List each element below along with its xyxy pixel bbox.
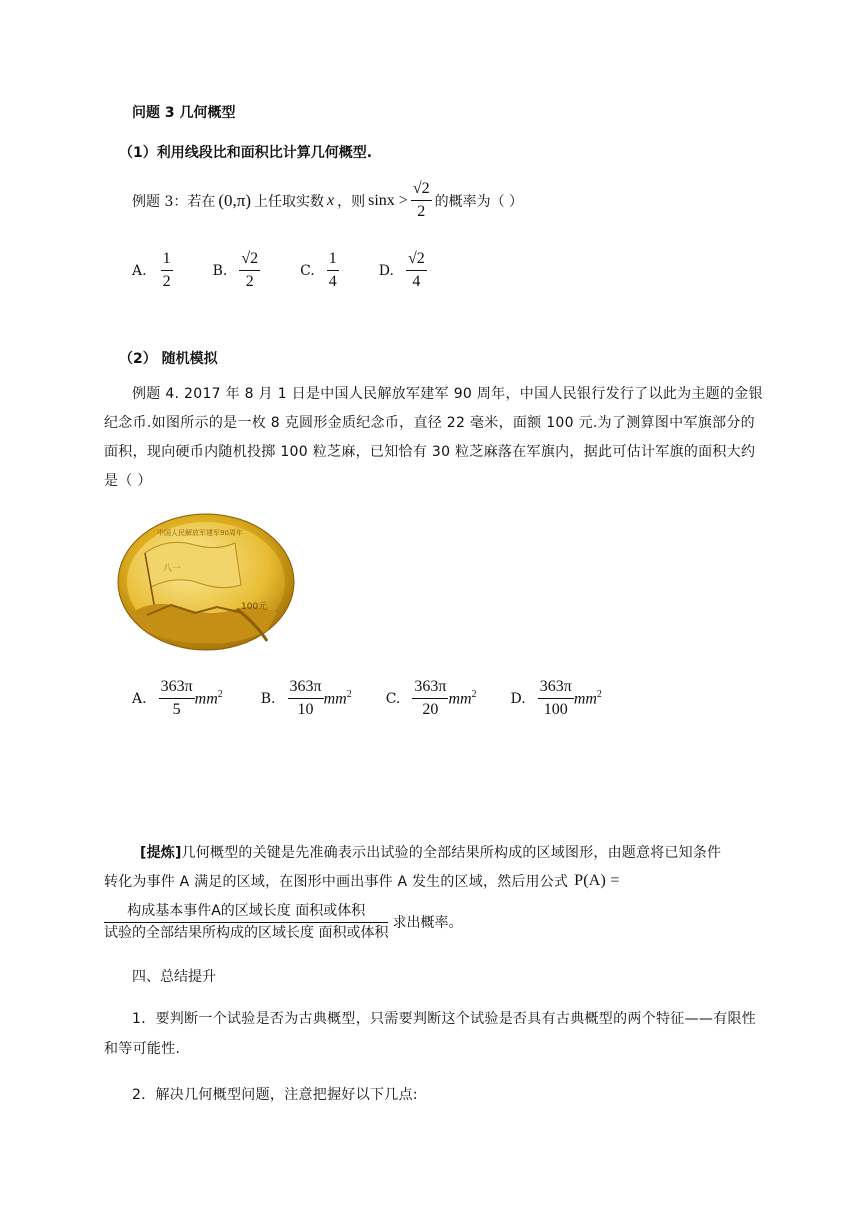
- option-4a-unit-power: 2: [217, 689, 223, 701]
- example-3-interval: (0,π): [218, 190, 252, 210]
- summary-probability-formula: [104, 903, 462, 941]
- option-d-fraction: [406, 250, 427, 292]
- example-3-options: [132, 250, 427, 292]
- summary-tag: [提炼]: [140, 845, 182, 861]
- option-a-denominator: 2: [162, 273, 171, 291]
- option-c-label: C.: [300, 262, 315, 279]
- option-4a-unit-text: mm: [194, 690, 218, 708]
- option-4a-denominator: 5: [172, 701, 181, 719]
- summary-fraction-suffix: 求出概率。: [392, 915, 463, 932]
- option-4a-fraction: [159, 678, 195, 720]
- option-4b-unit-power: 2: [346, 689, 352, 701]
- option-b-fraction: [239, 250, 260, 292]
- option-b-numerator: √2: [239, 250, 260, 271]
- conclusion-heading: 四、总结提升: [132, 969, 216, 985]
- conclusion-item-2: 2．解决几何概型问题，注意把握好以下几点:: [132, 1087, 418, 1103]
- coin-rim-text: 中国人民解放军建军90周年: [157, 529, 243, 537]
- option-a-fraction: [161, 250, 173, 292]
- option-4c-label: C.: [385, 690, 401, 707]
- summary-fraction-denominator: 试验的全部结果所构成的区域长度 面积或体积: [104, 925, 389, 942]
- option-4b-numerator: 363π: [288, 678, 324, 699]
- option-4c-fraction: [412, 678, 448, 720]
- option-4b-denominator: 10: [297, 701, 314, 719]
- summary-line-2: [104, 871, 620, 891]
- example-3-middle: 上任取实数: [254, 193, 325, 210]
- option-4d-label: D.: [510, 690, 526, 707]
- option-4b-unit-text: mm: [323, 690, 347, 708]
- option-d-denominator: 4: [412, 273, 421, 291]
- option-4c-unit: [448, 689, 476, 708]
- option-4b-unit: [324, 689, 352, 708]
- option-4c-denominator: 20: [422, 701, 439, 719]
- summary-formula: P(A) =: [574, 872, 620, 889]
- example-3-inequality: sinx >: [368, 191, 408, 209]
- subsection-1-heading: （1）利用线段比和面积比计算几何概型.: [119, 145, 373, 161]
- subsection-2-heading: （2） 随机模拟: [119, 351, 218, 367]
- option-b-denominator: 2: [245, 273, 254, 291]
- option-c-fraction: [327, 250, 339, 292]
- option-4d-numerator: 363π: [538, 678, 574, 699]
- option-4d-fraction: [538, 678, 574, 720]
- summary-line-1: [140, 842, 721, 862]
- option-4a-numerator: 363π: [159, 678, 195, 699]
- option-4c-unit-text: mm: [448, 690, 472, 708]
- coin-value: 100元: [241, 602, 268, 612]
- summary-fraction-numerator: 构成基本事件A的区域长度 面积或体积: [104, 903, 388, 923]
- example-3-prefix: 例题 3：若在: [132, 193, 216, 210]
- option-4b-fraction: [288, 678, 324, 720]
- coin-badge: 八一: [163, 564, 182, 574]
- option-4a-label: A.: [132, 690, 147, 707]
- example-4-text: 例题 4. 2017 年 8 月 1 日是中国人民解放军建军 90 周年，中国人民银行发行了以此为主题的金银纪念币.如图所示的是一枚 8 克圆形金质纪念币，直径 22 毫米，面额 100 元.为了测算图中军旗部分的面积，现向硬币内随机投掷 100 粒芝麻，已知恰有 30 粒芝麻落在军旗内，据此可估计军旗的面积大约是（ ）: [104, 386, 763, 489]
- option-a-label: A.: [132, 262, 147, 279]
- example-3-suffix: 的概率为（ ）: [434, 193, 524, 210]
- option-4d-unit-text: mm: [573, 690, 597, 708]
- option-d-numerator: √2: [406, 250, 427, 271]
- option-4c-unit-power: 2: [471, 689, 477, 701]
- example-4-options: [132, 678, 602, 720]
- problem-heading: 问题 3 几何概型: [132, 105, 236, 121]
- option-c-numerator: 1: [327, 250, 339, 271]
- option-4c-numerator: 363π: [412, 678, 448, 699]
- option-4d-denominator: 100: [543, 701, 568, 719]
- example-3-fraction-numerator: √2: [411, 180, 432, 201]
- summary-line-2-text: 转化为事件 A 满足的区域，在图形中画出事件 A 发生的区域，然后用公式: [104, 874, 569, 890]
- option-4a-unit: [195, 689, 223, 708]
- option-4b-label: B.: [260, 690, 276, 707]
- example-3-fraction: [411, 180, 432, 222]
- example-3-fraction-denominator: 2: [417, 203, 426, 221]
- conclusion-item-1: 1．要判断一个试验是否为古典概型，只需要判断这个试验是否具有古典概型的两个特征——有限性和等可能性.: [104, 1011, 757, 1057]
- summary-fraction: [104, 903, 388, 941]
- option-b-label: B.: [212, 262, 228, 279]
- summary-line-1-text: 几何概型的关键是先准确表示出试验的全部结果所构成的区域图形，由题意将已知条件: [181, 845, 722, 861]
- example-3-comma: ，则: [337, 193, 366, 210]
- option-4d-unit: [574, 689, 602, 708]
- example-3-variable: x: [327, 191, 335, 209]
- option-c-denominator: 4: [328, 273, 337, 291]
- option-d-label: D.: [378, 262, 394, 279]
- option-4d-unit-power: 2: [596, 689, 602, 701]
- example-3-question: [132, 180, 523, 222]
- option-a-numerator: 1: [161, 250, 173, 271]
- gold-coin-image: [117, 513, 295, 651]
